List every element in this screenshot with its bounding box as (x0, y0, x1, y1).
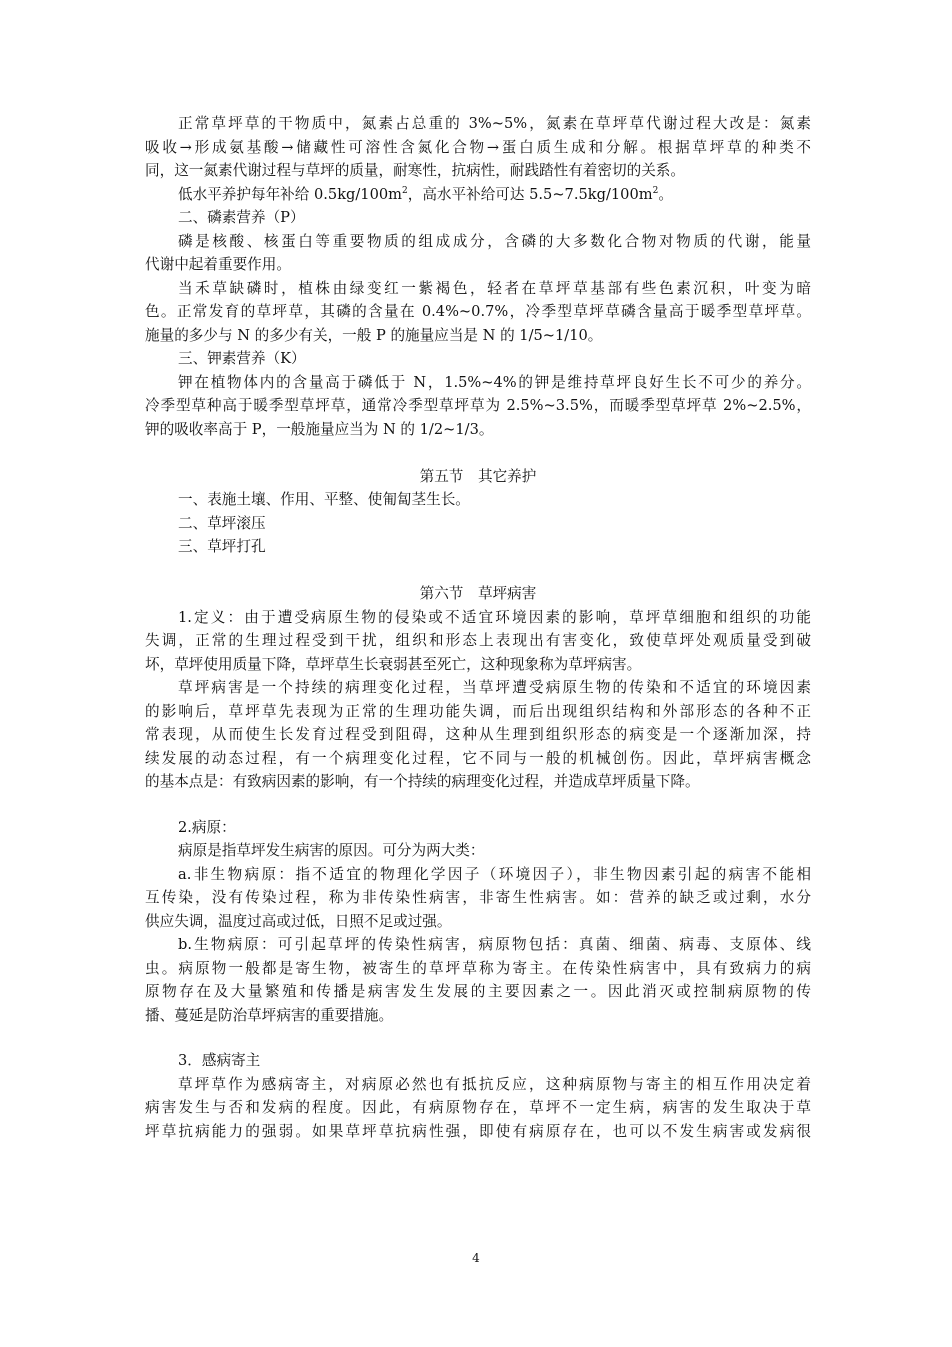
paragraph-line: 供应失调，温度过高或过低，日照不足或过强。 (145, 912, 452, 930)
paragraph-line: 钾的吸收率高于 P，一般施量应当为 N 的 1/2~1/3。 (145, 420, 494, 438)
paragraph-line: 1.定义：由于遭受病原生物的侵染或不适宜环境因素的影响，草坪草细胞和组织的功能 (178, 608, 811, 626)
paragraph-line: 常表现，从而使生长发育过程受到阻碍，这种从生理到组织形态的病变是一个逐渐加深，持 (145, 726, 811, 743)
paragraph-line: 色。正常发育的草坪草，其磷的含量在 0.4%~0.7%，冷季型草坪草磷含量高于暖季型草坪草。 (145, 303, 811, 320)
paragraph-line: a.非生物病原：指不适宜的物理化学因子（环境因子），非生物因素引起的病害不能相 (178, 865, 811, 883)
section-title-5: 第五节 其它养护 (419, 467, 537, 485)
paragraph-line: b.生物病原：可引起草坪的传染性病害，病原物包括：真菌、细菌、病毒、支原体、线 (178, 936, 811, 953)
paragraph-line: 草坪病害是一个持续的病理变化过程，当草坪遭受病原生物的传染和不适宜的环境因素 (178, 679, 811, 696)
list-item: 三、草坪打孔 (178, 538, 266, 555)
list-item: 一、表施土壤、作用、平整、使匍匐茎生长。 (178, 491, 470, 508)
paragraph-line: 播、蔓延是防治草坪病害的重要措施。 (145, 1006, 394, 1024)
paragraph-line: 施量的多少与 N 的多少有关，一般 P 的施量应当是 N 的 1/5~1/10。 (145, 326, 603, 344)
section-heading: 三、钾素营养（K） (178, 350, 306, 367)
paragraph-line: 草坪草作为感病寄主，对病原必然也有抵抗反应，这种病原物与寄主的相互作用决定着 (178, 1075, 811, 1093)
paragraph-line: 原物存在及大量繁殖和传播是病害发生发展的主要因素之一。因此消灭或控制病原物的传 (145, 983, 811, 1000)
paragraph-line: 的影响后，草坪草先表现为正常的生理功能失调，而后出现组织结构和外部形态的各种不正 (145, 702, 811, 720)
paragraph-line: 坪草抗病能力的强弱。如果草坪草抗病性强，即使有病原存在，也可以不发生病害或发病很 (145, 1122, 811, 1140)
paragraph-line: 病害发生与否和发病的程度。因此，有病原物存在，草坪不一定生病，病害的发生取决于草 (145, 1099, 811, 1116)
subsection-heading: 2.病原： (178, 818, 236, 836)
document-body (145, 112, 811, 1143)
paragraph-line: 病原是指草坪发生病害的原因。可分为两大类： (178, 842, 485, 859)
subsection-heading: 3．感病寄主 (178, 1052, 261, 1069)
section-heading: 二、磷素营养（P） (178, 209, 305, 226)
paragraph-line: 低水平养护每年补给 $0.5kg/100m^2$，高水平补给可达 $5.5\sim 7.5kg/100m^2$。 (178, 185, 673, 203)
paragraph-line: 坏，草坪使用质量下降，草坪草生长衰弱甚至死亡，这种现象称为草坪病害。 (145, 655, 642, 673)
paragraph-line: 冷季型草种高于暖季型草坪草，通常冷季型草坪草为 2.5%~3.5%，而暖季型草坪草 2%~2.5%， (145, 397, 811, 414)
paragraph-line: 同，这一氮素代谢过程与草坪的质量，耐寒性，抗病性，耐践踏性有着密切的关系。 (145, 162, 685, 179)
page-number: 4 (472, 1251, 480, 1265)
paragraph-line: 续发展的动态过程，有一个病理变化过程，它不同与一般的机械创伤。因此，草坪病害概念 (145, 749, 811, 767)
list-item: 二、草坪滚压 (178, 514, 266, 532)
paragraph-line: 虫。病原物一般都是寄生物，被寄生的草坪草称为寄主。在传染性病害中，具有致病力的病 (145, 959, 811, 977)
paragraph-line: 互传染，没有传染过程，称为非传染性病害，非寄生性病害。如：营养的缺乏或过剩，水分 (145, 889, 811, 906)
paragraph-line: 失调，正常的生理过程受到干扰，组织和形态上表现出有害变化，致使草坪处观质量受到破 (145, 632, 811, 649)
paragraph-line: 吸收→形成氨基酸→储藏性可溶性含氮化合物→蛋白质生成和分解。根据草坪草的种类不 (145, 138, 811, 156)
paragraph-line: 代谢中起着重要作用。 (145, 256, 291, 273)
paragraph-line: 当禾草缺磷时，植株由绿变红一紫褐色，轻者在草坪草基部有些色素沉积，叶变为暗 (178, 279, 811, 297)
paragraph-line: 磷是核酸、核蛋白等重要物质的组成成分，含磷的大多数化合物对物质的代谢，能量 (178, 232, 811, 250)
paragraph-line: 的基本点是：有致病因素的影响，有一个持续的病理变化过程，并造成草坪质量下降。 (145, 773, 700, 790)
paragraph-line: 正常草坪草的干物质中，氮素占总重的 3%~5%，氮素在草坪草代谢过程大改是：氮素 (178, 115, 811, 132)
paragraph-line: 钾在植物体内的含量高于磷低于 N，1.5%~4%的钾是维持草坪良好生长不可少的养分。 (178, 373, 811, 391)
section-title-6: 第六节 草坪病害 (419, 585, 537, 602)
